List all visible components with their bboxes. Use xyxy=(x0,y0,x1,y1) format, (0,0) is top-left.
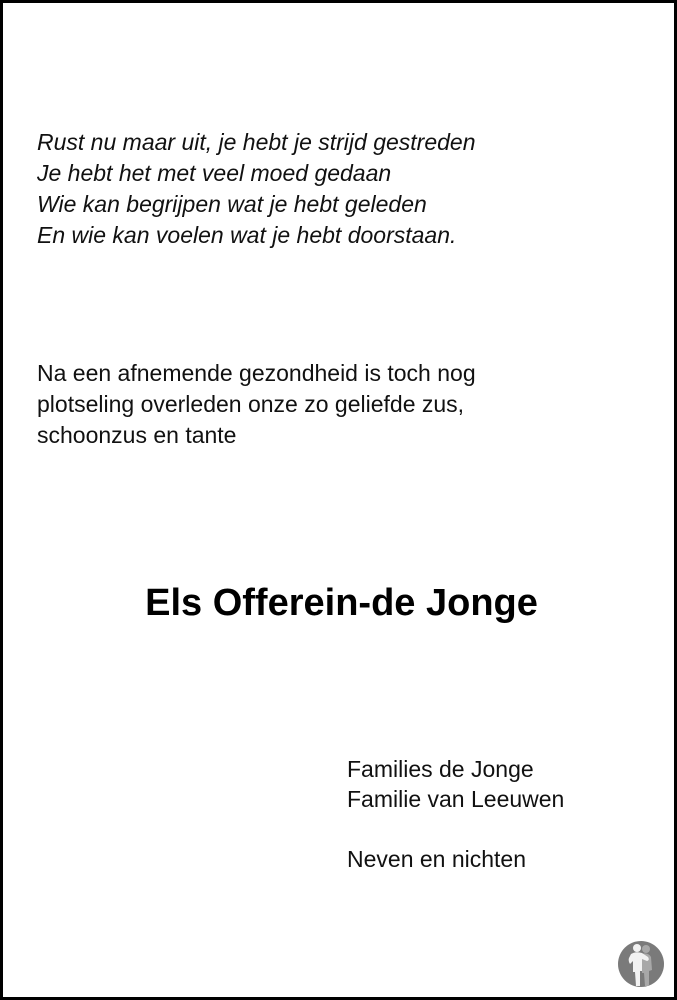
poem-verse xyxy=(37,127,476,251)
announcement-text xyxy=(37,358,476,451)
announcement-line: Na een afnemende gezondheid is toch nog xyxy=(37,360,476,386)
poem-line: Je hebt het met veel moed gedaan xyxy=(37,160,392,186)
poem-line: En wie kan voelen wat je hebt doorstaan. xyxy=(37,222,457,248)
signatory-line: Familie van Leeuwen xyxy=(347,786,565,812)
embracing-figures-logo-icon xyxy=(617,940,665,988)
signatory-line: Neven en nichten xyxy=(347,846,527,872)
poem-line: Wie kan begrijpen wat je hebt geleden xyxy=(37,191,427,217)
deceased-name: Els Offerein-de Jonge xyxy=(145,582,538,624)
announcement-line: plotseling overleden onze zo geliefde zus, xyxy=(37,391,465,417)
spacer xyxy=(347,814,564,844)
poem-line: Rust nu maar uit, je hebt je strijd gestreden xyxy=(37,129,476,155)
signatory-line: Families de Jonge xyxy=(347,756,534,782)
announcement-line: schoonzus en tante xyxy=(37,422,237,448)
signatories xyxy=(347,754,564,874)
